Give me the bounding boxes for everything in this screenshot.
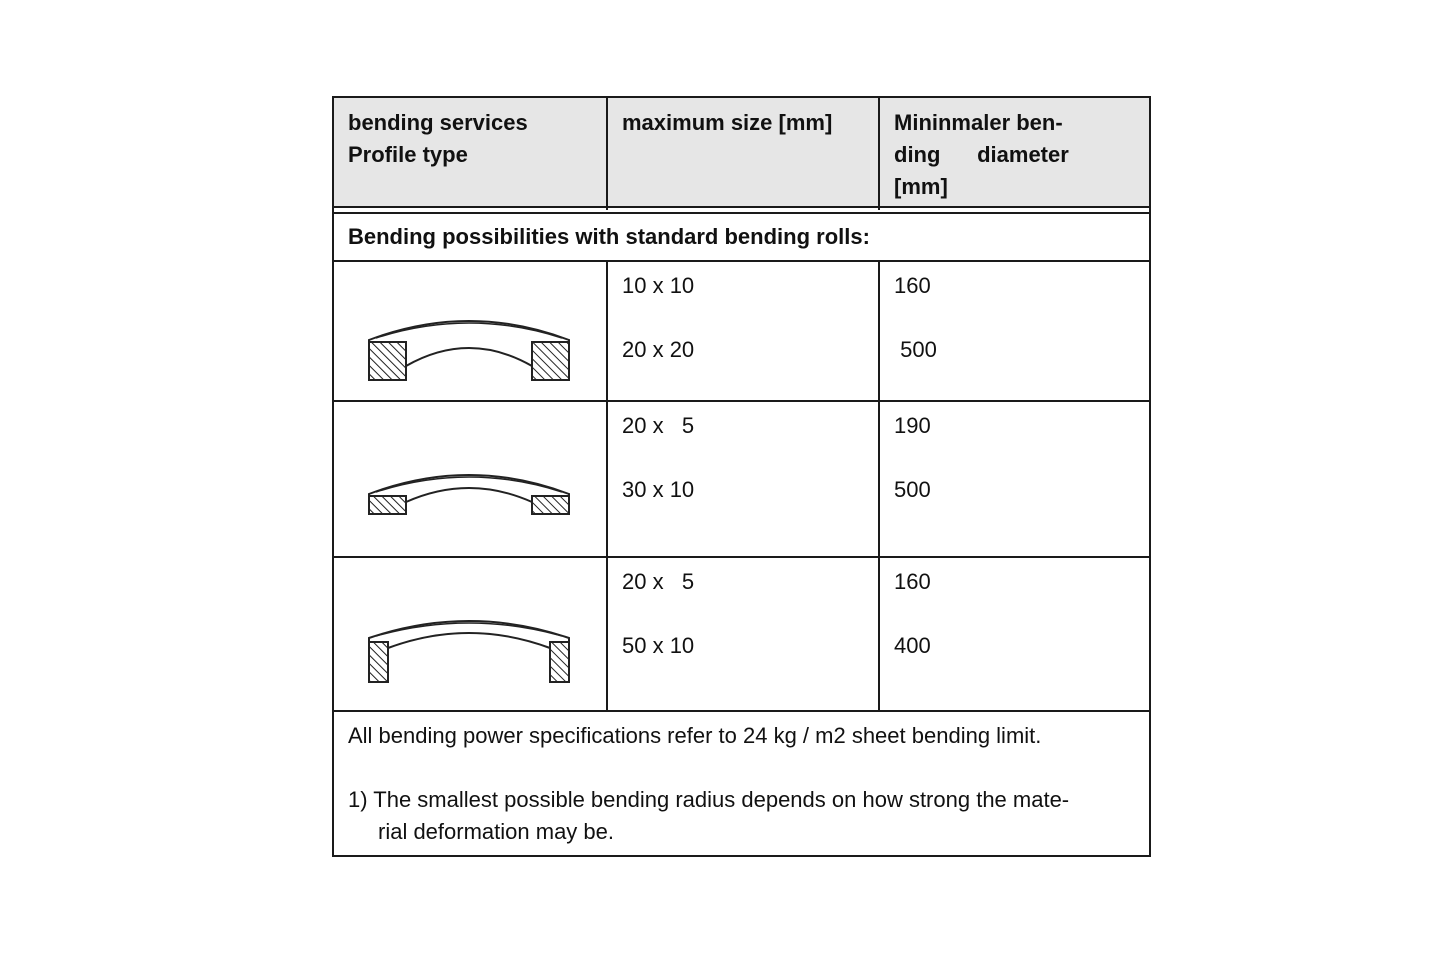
column-divider [878, 98, 880, 210]
size-value: 10 x 10 [622, 273, 695, 298]
footnote-line2: rial deformation may be. [378, 819, 614, 844]
diameter-value: 500 [894, 337, 937, 362]
profile-cell [334, 402, 606, 556]
size-value: 30 x 10 [622, 477, 695, 502]
upright-flat-profile-arch-icon [364, 608, 574, 688]
flat-profile-arch-icon [364, 462, 574, 522]
column-divider [606, 262, 608, 712]
table-row [334, 262, 1149, 402]
size-cell [608, 402, 878, 556]
table-row [334, 558, 1149, 712]
footer-note: All bending power specifications refer to 24 kg / m2 sheet bending limit. [348, 723, 1042, 748]
table-row [334, 402, 1149, 558]
header-col1-line1: bending services [348, 110, 528, 135]
footnote-line1: 1) The smallest possible bending radius depends on how strong the mate- [348, 787, 1070, 812]
section-row [334, 214, 1149, 262]
diameter-value: 500 [894, 477, 931, 502]
size-value: 50 x 10 [622, 633, 695, 658]
size-value: 20 x 5 [622, 413, 695, 438]
diameter-value: 190 [894, 413, 931, 438]
profile-cell [334, 558, 606, 710]
profile-cell [334, 262, 606, 400]
square-profile-arch-icon [364, 310, 574, 390]
header-profile-type [334, 98, 606, 206]
size-cell [608, 558, 878, 710]
diameter-cell [880, 402, 1151, 556]
diameter-cell [880, 558, 1151, 710]
footnote [348, 784, 1131, 848]
table-header-row [334, 98, 1149, 208]
bending-spec-table [332, 96, 1151, 857]
diameter-value: 400 [894, 633, 931, 658]
header-max-size [608, 98, 878, 206]
size-value: 20 x 5 [622, 569, 695, 594]
size-value: 20 x 20 [622, 337, 695, 362]
header-col3-line1: Mininmaler ben- [894, 110, 1063, 135]
column-divider [606, 98, 608, 210]
column-divider [878, 262, 880, 712]
diameter-value: 160 [894, 273, 931, 298]
size-cell [608, 262, 878, 400]
diameter-cell [880, 262, 1151, 400]
header-col1-line2: Profile type [348, 142, 468, 167]
diameter-value: 160 [894, 569, 931, 594]
section-title: Bending possibilities with standard bending rolls: [348, 224, 870, 249]
footer-notes [334, 712, 1149, 857]
header-col3-line2: ding diameter [894, 142, 1069, 167]
header-min-diameter [880, 98, 1151, 206]
header-col2-label: maximum size [mm] [622, 110, 833, 135]
header-col3-line3: [mm] [894, 174, 948, 199]
